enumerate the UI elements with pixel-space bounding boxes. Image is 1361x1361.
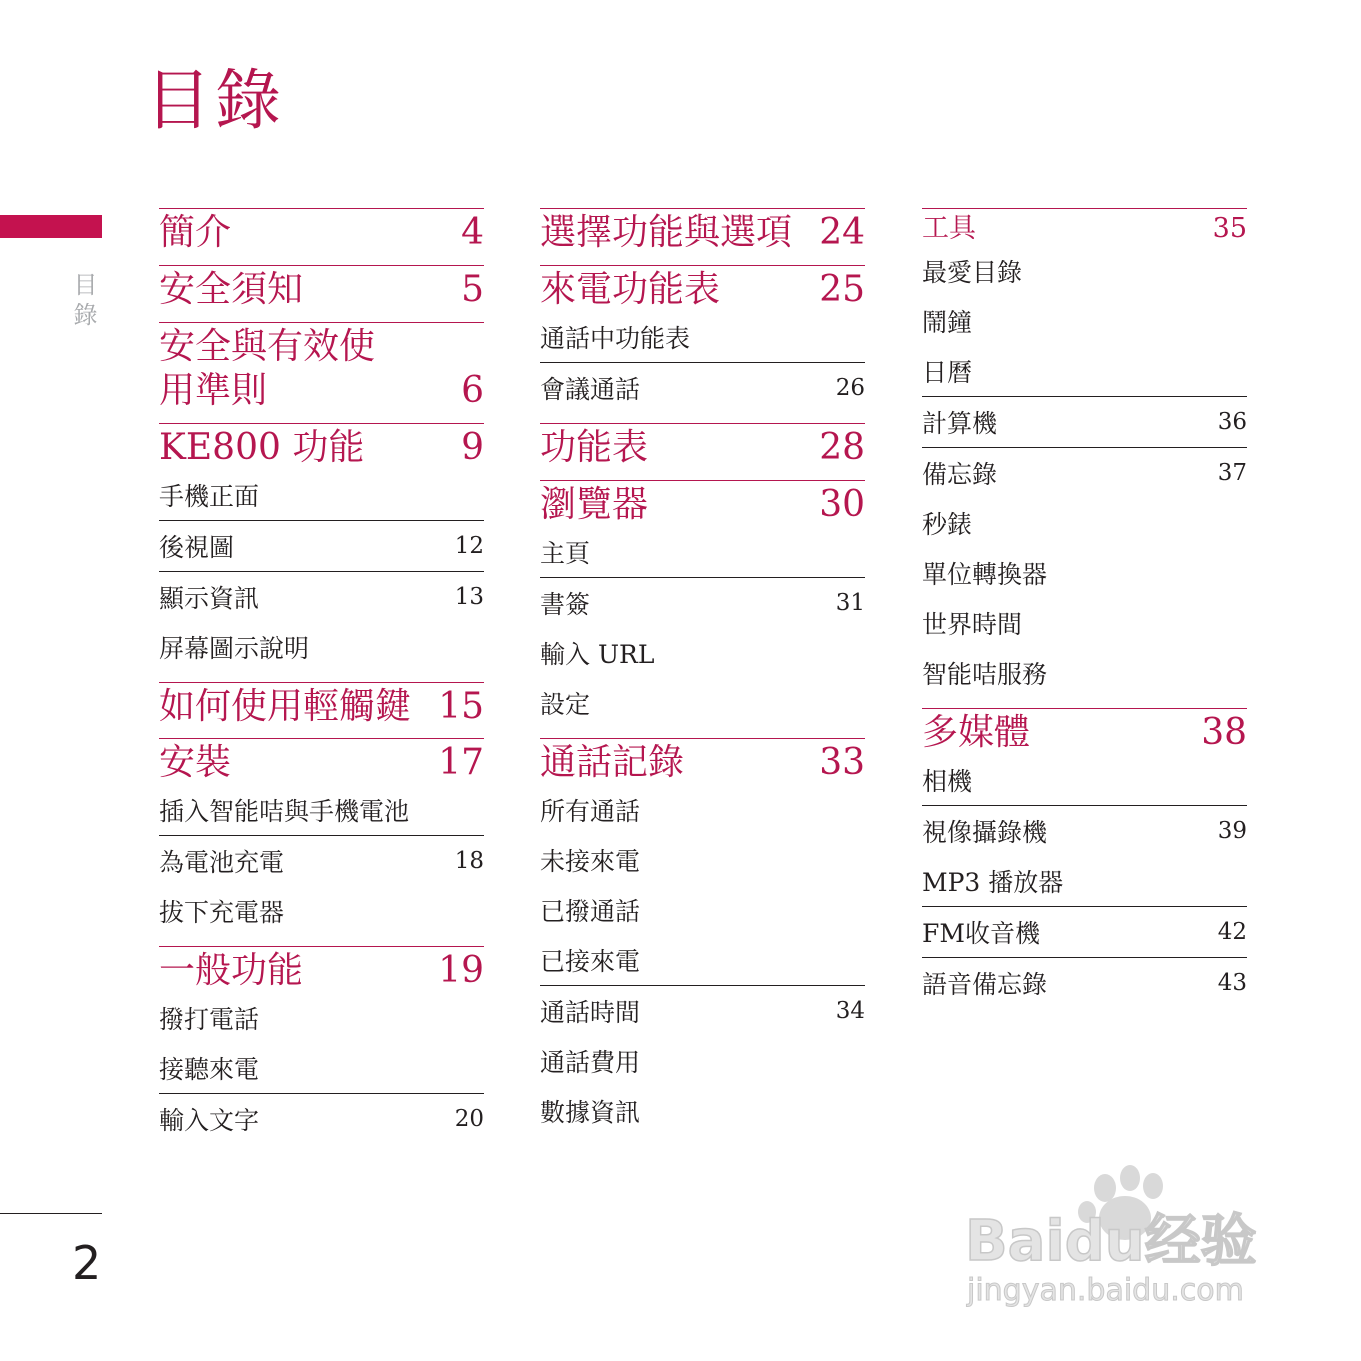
entry-label: 拔下充電器 xyxy=(159,898,285,928)
entry-label: 通話中功能表 xyxy=(540,323,691,353)
toc-entry[interactable] xyxy=(159,993,484,1043)
toc-entry[interactable] xyxy=(540,577,865,628)
toc-section xyxy=(540,265,865,423)
entry-page-number: 34 xyxy=(835,997,865,1024)
toc-section xyxy=(540,738,865,1146)
entry-label: 日曆 xyxy=(922,358,973,388)
toc-section-heading[interactable] xyxy=(922,709,1247,755)
toc-section xyxy=(540,423,865,480)
toc-section xyxy=(540,480,865,738)
toc-section xyxy=(159,738,484,946)
toc-section-heading[interactable] xyxy=(540,481,865,527)
entry-label: 世界時間 xyxy=(922,610,1023,640)
toc-entry[interactable] xyxy=(922,396,1247,447)
toc-entry[interactable] xyxy=(159,785,484,835)
entry-label: 未接來電 xyxy=(540,846,641,876)
section-title: KE800 功能 xyxy=(159,426,365,468)
section-page-number: 30 xyxy=(819,483,865,525)
entry-label: MP3 播放器 xyxy=(922,868,1064,897)
toc-section-heading[interactable] xyxy=(159,323,484,413)
entry-page-number: 36 xyxy=(1217,409,1247,436)
entry-page-number: 18 xyxy=(454,848,484,875)
section-title: 安全與有效使 用準則 xyxy=(159,325,376,411)
section-page-number: 33 xyxy=(819,741,865,783)
toc-entry[interactable] xyxy=(540,1086,865,1136)
page-title: 目錄 xyxy=(145,62,285,139)
toc-column-2 xyxy=(540,208,865,1146)
entry-label: 語音備忘錄 xyxy=(922,970,1048,999)
toc-section xyxy=(159,265,484,322)
entry-label: 為電池充電 xyxy=(159,848,285,878)
section-title: 瀏覽器 xyxy=(540,483,649,525)
toc-section-heading[interactable] xyxy=(159,739,484,785)
section-page-number: 24 xyxy=(819,212,865,253)
entry-label: FM收音機 xyxy=(922,919,1040,948)
toc-entry[interactable] xyxy=(922,246,1247,296)
toc-section xyxy=(159,946,484,1154)
entry-page-number: 20 xyxy=(454,1106,484,1133)
toc-entry[interactable] xyxy=(540,628,865,678)
toc-entry[interactable] xyxy=(540,527,865,577)
entry-label: 輸入 URL xyxy=(540,639,655,669)
entry-label: 通話時間 xyxy=(540,997,641,1027)
toc-section xyxy=(540,208,865,265)
entry-label: 會議通話 xyxy=(540,374,641,404)
entry-label: 主頁 xyxy=(540,538,591,568)
section-title: 安全須知 xyxy=(159,268,304,310)
section-title: 安裝 xyxy=(159,742,232,784)
toc-section-heading[interactable] xyxy=(540,424,865,470)
section-title: 工具 xyxy=(922,213,976,244)
toc-entry[interactable] xyxy=(922,957,1247,1008)
entry-label: 備忘錄 xyxy=(922,460,998,490)
toc-entry[interactable] xyxy=(922,648,1247,698)
entry-page-number: 26 xyxy=(835,374,865,401)
chapter-tab-marker xyxy=(0,215,102,238)
toc-entry[interactable] xyxy=(922,856,1247,906)
entry-label: 智能咭服務 xyxy=(922,660,1048,690)
entry-label: 屏幕圖示說明 xyxy=(159,633,310,663)
entry-label: 書簽 xyxy=(540,589,591,619)
entry-page-number: 12 xyxy=(454,532,484,559)
section-page-number: 4 xyxy=(461,212,484,253)
section-title: 功能表 xyxy=(540,426,649,468)
entry-page-number: 39 xyxy=(1217,818,1247,844)
toc-entry[interactable] xyxy=(159,886,484,936)
entry-label: 後視圖 xyxy=(159,532,235,562)
toc-entry[interactable] xyxy=(540,785,865,835)
toc-entry[interactable] xyxy=(922,346,1247,396)
section-title: 選擇功能與選項 xyxy=(540,212,793,253)
toc-entry[interactable] xyxy=(159,571,484,622)
entry-page-number: 43 xyxy=(1217,970,1247,996)
toc-section-heading[interactable] xyxy=(159,947,484,993)
entry-label: 鬧鐘 xyxy=(922,308,973,338)
toc-entry[interactable] xyxy=(540,935,865,985)
baidu-watermark xyxy=(965,1160,1285,1310)
toc-entry[interactable] xyxy=(922,498,1247,548)
toc-section xyxy=(159,682,484,739)
toc-entry[interactable] xyxy=(922,447,1247,498)
toc-entry[interactable] xyxy=(922,805,1247,856)
toc-entry[interactable] xyxy=(540,1036,865,1086)
toc-entry[interactable] xyxy=(159,622,484,672)
section-title: 一般功能 xyxy=(159,950,304,992)
section-page-number: 35 xyxy=(1212,213,1247,244)
section-title: 來電功能表 xyxy=(540,268,721,310)
toc-section-heading[interactable] xyxy=(159,266,484,312)
toc-section-heading[interactable] xyxy=(540,209,865,255)
section-title: 如何使用輕觸鍵 xyxy=(159,685,412,727)
section-page-number: 28 xyxy=(819,426,865,468)
toc-section xyxy=(922,208,1247,708)
toc-entry[interactable] xyxy=(540,362,865,413)
toc-entry[interactable] xyxy=(922,906,1247,957)
toc-section-heading[interactable] xyxy=(540,266,865,312)
entry-label: 已撥通話 xyxy=(540,896,641,926)
toc-section xyxy=(922,708,1247,1018)
section-page-number: 19 xyxy=(438,950,484,992)
section-page-number: 17 xyxy=(438,742,484,784)
section-title: 簡介 xyxy=(159,212,232,253)
entry-page-number: 31 xyxy=(835,589,865,616)
entry-label: 顯示資訊 xyxy=(159,583,260,613)
entry-page-number: 42 xyxy=(1217,919,1247,945)
entry-label: 單位轉換器 xyxy=(922,560,1048,590)
toc-column-3 xyxy=(922,208,1247,1018)
toc-entry[interactable] xyxy=(540,985,865,1036)
toc-section xyxy=(159,423,484,682)
section-page-number: 9 xyxy=(461,426,484,468)
section-page-number: 5 xyxy=(461,268,484,310)
toc-entry[interactable] xyxy=(540,678,865,728)
entry-label: 手機正面 xyxy=(159,481,260,511)
entry-label: 相機 xyxy=(922,767,973,796)
toc-section-heading[interactable] xyxy=(540,739,865,785)
entry-label: 計算機 xyxy=(922,409,998,439)
entry-label: 接聽來電 xyxy=(159,1055,260,1085)
toc-entry[interactable] xyxy=(540,885,865,935)
section-page-number: 6 xyxy=(461,369,484,411)
entry-label: 通話費用 xyxy=(540,1047,641,1077)
section-page-number: 38 xyxy=(1201,712,1247,754)
toc-section-heading[interactable] xyxy=(159,424,484,470)
footer-rule xyxy=(0,1213,102,1214)
entry-label: 插入智能咭與手機電池 xyxy=(159,797,410,827)
section-title: 多媒體 xyxy=(922,712,1031,754)
toc-entry[interactable] xyxy=(159,520,484,571)
toc-entry[interactable] xyxy=(159,470,484,520)
watermark-url: jingyan.baidu.com xyxy=(967,1273,1244,1308)
entry-label: 最愛目錄 xyxy=(922,258,1023,288)
toc-entry[interactable] xyxy=(540,835,865,885)
entry-label: 輸入文字 xyxy=(159,1106,260,1136)
entry-label: 數據資訊 xyxy=(540,1097,641,1127)
side-chapter-label: 目錄 xyxy=(69,272,97,332)
entry-label: 所有通話 xyxy=(540,796,641,826)
toc-entry[interactable] xyxy=(159,835,484,886)
toc-section-heading[interactable] xyxy=(159,209,484,255)
section-title: 通話記錄 xyxy=(540,741,685,783)
section-page-number: 25 xyxy=(819,268,865,310)
toc-column-1 xyxy=(159,208,484,1154)
watermark-logo: Baidu经验 xyxy=(965,1209,1257,1274)
entry-label: 已接來電 xyxy=(540,946,641,976)
entry-label: 秒錶 xyxy=(922,510,973,540)
toc-entry[interactable] xyxy=(922,598,1247,648)
toc-section-heading[interactable] xyxy=(159,683,484,729)
entry-page-number: 13 xyxy=(454,583,484,610)
entry-page-number: 37 xyxy=(1217,460,1247,487)
toc-entry[interactable] xyxy=(159,1043,484,1093)
page-number: 2 xyxy=(72,1236,102,1290)
toc-section xyxy=(159,208,484,265)
toc-section-heading[interactable] xyxy=(922,209,1247,246)
entry-label: 設定 xyxy=(540,689,591,719)
entry-label: 撥打電話 xyxy=(159,1005,260,1035)
toc-entry[interactable] xyxy=(922,548,1247,598)
section-page-number: 15 xyxy=(438,685,484,727)
toc-entry[interactable] xyxy=(922,296,1247,346)
toc-entry[interactable] xyxy=(540,312,865,362)
toc-section xyxy=(159,322,484,423)
toc-entry[interactable] xyxy=(159,1093,484,1144)
entry-label: 視像攝錄機 xyxy=(922,818,1048,847)
toc-entry[interactable] xyxy=(922,755,1247,805)
